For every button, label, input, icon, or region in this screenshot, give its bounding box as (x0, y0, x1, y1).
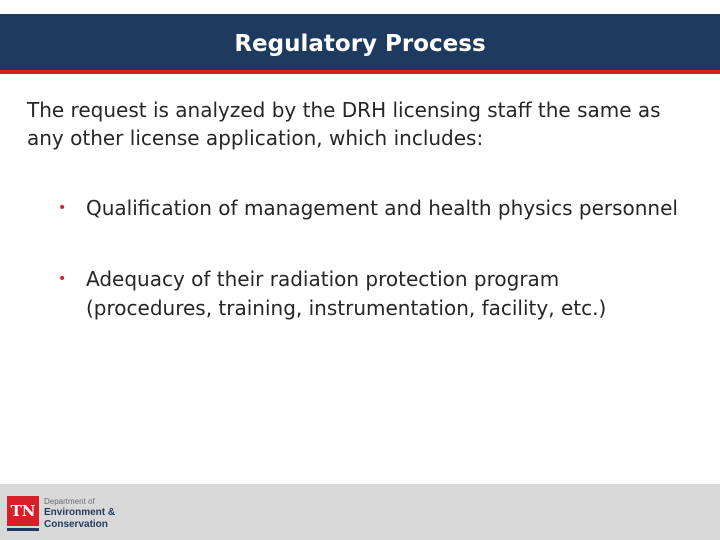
bullet-marker-icon: • (58, 271, 67, 287)
title-bar (0, 14, 720, 74)
bullet-text: Adequacy of their radiation protection program (procedures, training, instrumentation, facility, etc.) (86, 267, 607, 320)
logo-underline (7, 528, 39, 531)
logo-conservation-text: Conservation (44, 519, 108, 530)
bullet-item (58, 194, 688, 223)
bullet-item (58, 265, 688, 323)
bullet-list (58, 194, 688, 365)
logo-environment-text: Environment & (44, 507, 116, 518)
slide-title: Regulatory Process (234, 31, 486, 57)
logo-department-text: Department of (44, 497, 95, 506)
intro-paragraph: The request is analyzed by the DRH licensing staff the same as any other license application, which includes: (27, 98, 661, 150)
tdec-logo (7, 496, 127, 536)
bullet-marker-icon: • (58, 200, 67, 216)
tn-logo-icon: TN (7, 496, 39, 526)
bullet-text: Qualification of management and health physics personnel (86, 196, 678, 220)
